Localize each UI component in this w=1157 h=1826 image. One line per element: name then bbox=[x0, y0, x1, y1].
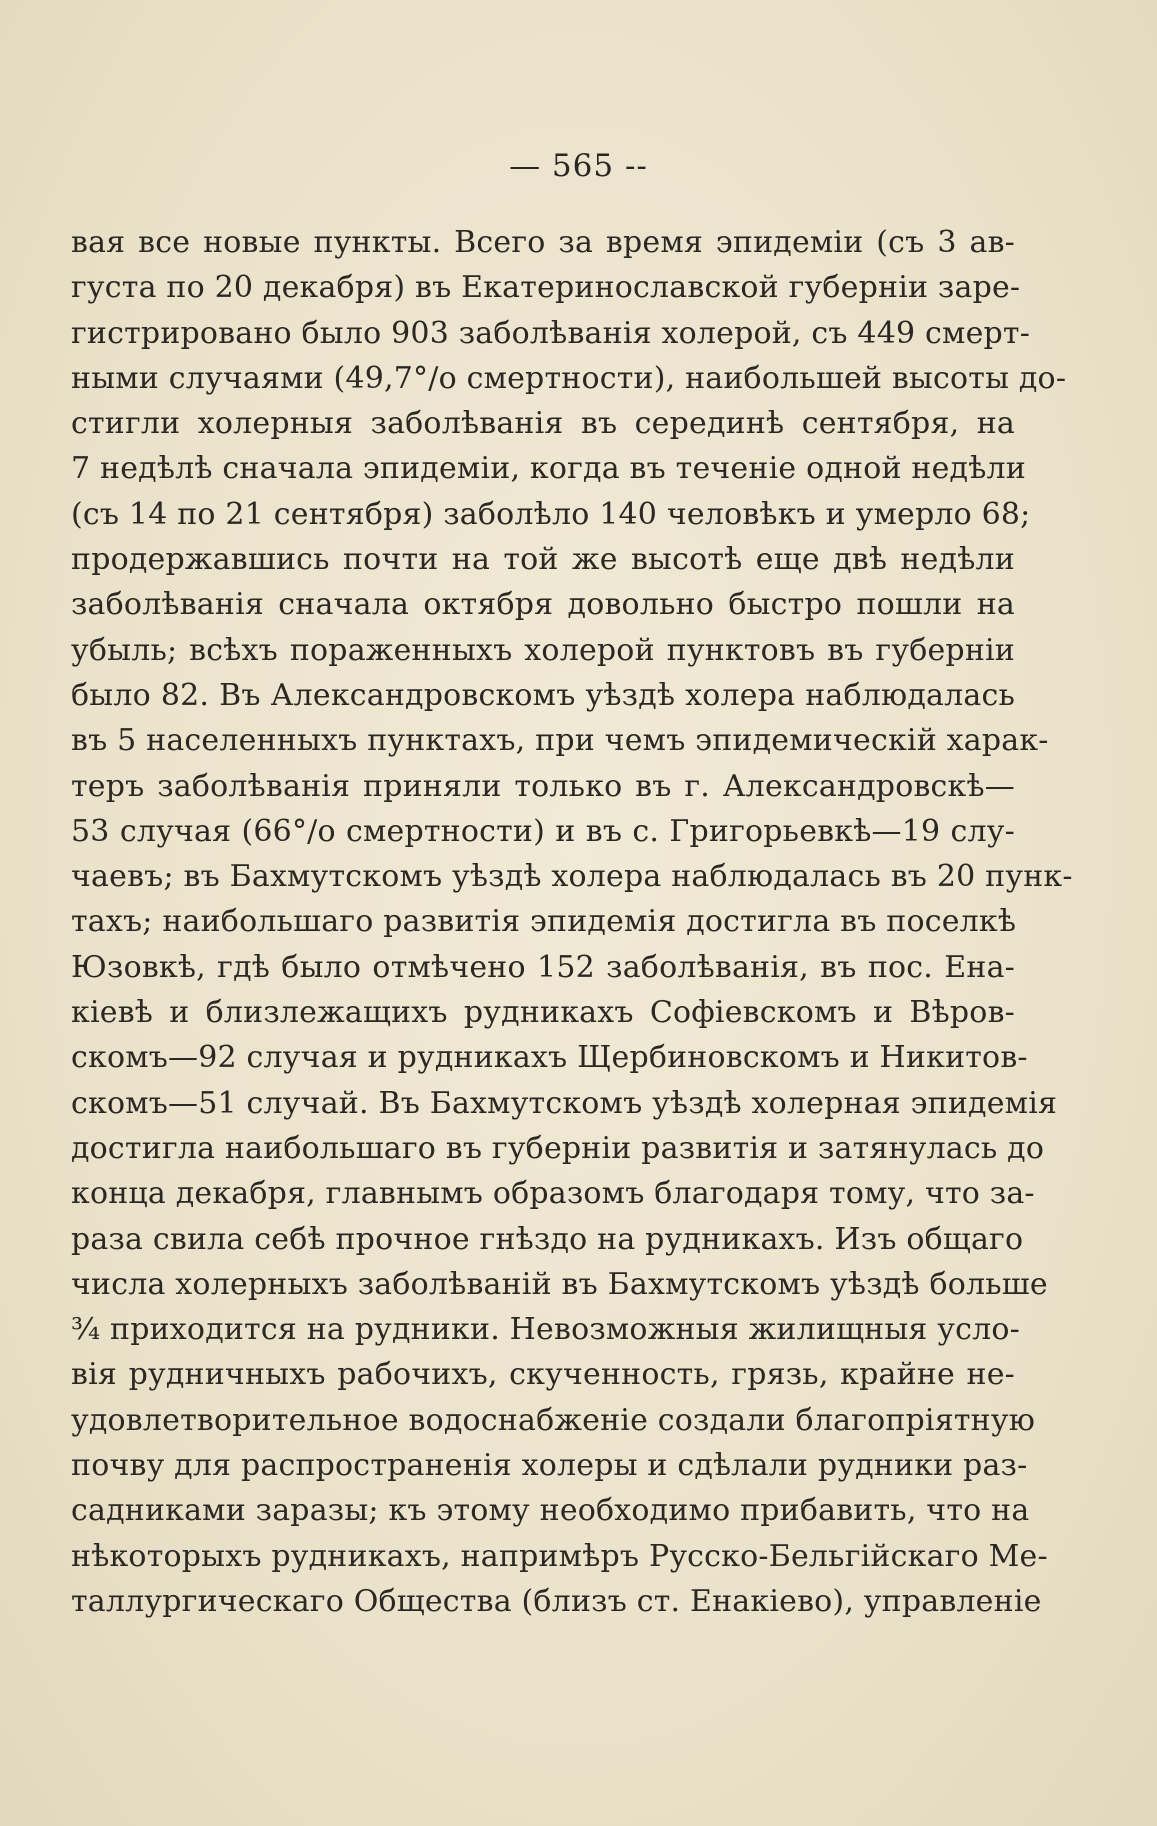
text-line: конца декабря, главнымъ образомъ благодаря тому, что за- bbox=[71, 1176, 1035, 1212]
text-line: числа холерныхъ заболѣваній въ Бахмутскомъ уѣздѣ больше bbox=[71, 1266, 1048, 1302]
text-line: таллургическаго Общества (близъ ст. Енакіево), управленіе bbox=[71, 1583, 1042, 1619]
text-line: убыль; всѣхъ пораженныхъ холерой пунктовъ въ губерніи bbox=[71, 632, 1015, 668]
text-line: скомъ—51 случай. Въ Бахмутскомъ уѣздѣ холерная эпидемія bbox=[71, 1085, 1058, 1121]
text-line: 7 недѣлѣ сначала эпидеміи, когда въ теченіе одной недѣли bbox=[71, 451, 1026, 487]
text-line: чаевъ; въ Бахмутскомъ уѣздѣ холера наблюдалась въ 20 пунк- bbox=[71, 859, 1073, 895]
text-line: ными случаями (49,7°/о смертности), наибольшей высоты до- bbox=[71, 360, 1067, 396]
body-text bbox=[71, 220, 1073, 1624]
text-line: стигли холерныя заболѣванія въ серединѣ сентября, на bbox=[71, 406, 1015, 442]
text-line: теръ заболѣванія приняли только въ г. Александровскѣ— bbox=[71, 768, 1015, 804]
text-line: вія рудничныхъ рабочихъ, скученность, грязь, крайне не- bbox=[71, 1357, 1015, 1393]
text-line: продержавшись почти на той же высотѣ еще двѣ недѣли bbox=[71, 542, 1015, 578]
text-line: въ 5 населенныхъ пунктахъ, при чемъ эпидемическій харак- bbox=[71, 723, 1049, 759]
text-line: густа по 20 декабря) въ Екатеринославской губерніи заре- bbox=[71, 270, 1021, 306]
text-line: нѣкоторыхъ рудникахъ, напримѣръ Русско-Бельгійскаго Ме- bbox=[71, 1538, 1048, 1574]
text-line: садниками заразы; къ этому необходимо прибавить, что на bbox=[71, 1493, 1030, 1529]
text-line: почву для распространенія холеры и сдѣлали рудники раз- bbox=[71, 1448, 1028, 1484]
text-line: скомъ—92 случая и рудникахъ Щербиновскомъ и Никитов- bbox=[71, 1040, 1028, 1076]
text-line: тахъ; наибольшаго развитія эпидемія достигла въ поселкѣ bbox=[71, 904, 1017, 940]
page-number: — 565 -- bbox=[509, 148, 648, 184]
text-line: кіевѣ и близлежащихъ рудникахъ Софіевскомъ и Вѣров- bbox=[71, 995, 1015, 1031]
text-line: заболѣванія сначала октября довольно быстро пошли на bbox=[71, 587, 1015, 623]
text-line: раза свила себѣ прочное гнѣздо на рудникахъ. Изъ общаго bbox=[71, 1221, 1024, 1257]
text-line: гистрировано было 903 заболѣванія холерой, съ 449 смерт- bbox=[71, 315, 1031, 351]
text-line: было 82. Въ Александровскомъ уѣздѣ холера наблюдалась bbox=[71, 677, 1015, 713]
text-line: 53 случая (66°/о смертности) и въ с. Григорьевкѣ—19 слу- bbox=[71, 813, 1015, 849]
text-line: ¾ приходится на рудники. Невозможныя жилищныя усло- bbox=[71, 1312, 1021, 1348]
text-line: вая все новые пункты. Всего за время эпидеміи (съ 3 ав- bbox=[71, 225, 1015, 260]
text-line: удовлетворительное водоснабженіе создали благопріятную bbox=[71, 1402, 1036, 1438]
text-line: (съ 14 по 21 сентября) заболѣло 140 человѣкъ и умерло 68; bbox=[71, 496, 1031, 532]
text-line: Юзовкѣ, гдѣ было отмѣчено 152 заболѣванія, въ пос. Ена- bbox=[71, 949, 1015, 985]
text-line: достигла наибольшаго въ губерніи развитія и затянулась до bbox=[71, 1130, 1045, 1166]
